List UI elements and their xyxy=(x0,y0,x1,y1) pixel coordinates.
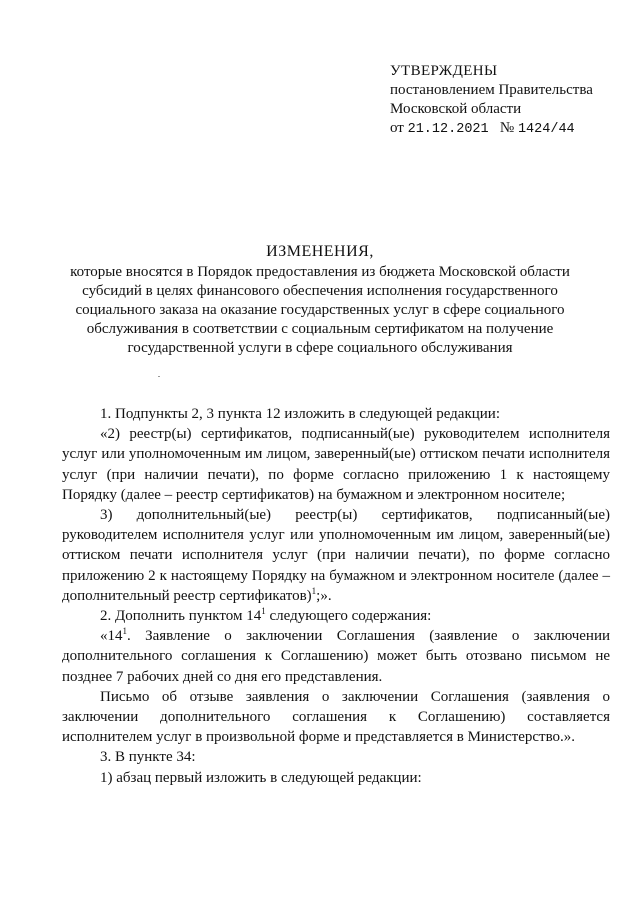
approval-date-line xyxy=(390,119,593,139)
document-body xyxy=(62,404,610,788)
p14-text: . Заявление о заключении Соглашения (заявление о заключении дополнительного соглашения к Соглашению) может быть отозвано письмом не позднее 7 рабочих дней со дня его представления. xyxy=(62,628,610,685)
paragraph-14-1 xyxy=(62,626,610,687)
approval-line-1: постановлением Правительства xyxy=(390,82,593,98)
number-prefix: № xyxy=(499,120,515,136)
item-3: 3. В пункте 34: xyxy=(100,749,196,766)
subitem-2: «2) реестр(ы) сертификатов, подписанный(ые) руководителем исполнителя услуг или уполномоченным им лицом, заверенный(ые) оттиском печати исполнителя услуг (при наличии печати), по форме согласно приложению 1 к настоящему Порядку (далее – реестр сертификатов) на бумажном и электронном носителе; xyxy=(62,426,610,503)
footnote-mark: 1 xyxy=(311,585,317,596)
scan-speck xyxy=(158,376,160,377)
subitem-3-end: ;». xyxy=(316,587,332,604)
item-2-text: 2. Дополнить пунктом 14 xyxy=(100,608,262,625)
approval-line-2: Московской области xyxy=(390,101,522,117)
item-3-sub-1: 1) абзац первый изложить в следующей редакции: xyxy=(100,769,422,786)
item-2-rest: следующего содержания: xyxy=(265,608,432,625)
document-title xyxy=(60,242,580,358)
p14-sup: 1 xyxy=(122,626,127,637)
subitem-3-text: 3) дополнительный(ые) реестр(ы) сертификатов, подписанный(ые) руководителем исполнителя услуг или уполномоченным им лицом, заверенный(ые) оттиском печати исполнителя услуг (при наличии печати), по форме согласно приложению 2 к настоящему Порядку на бумажном и электронном носителе (далее – дополнительный реестр сертификатов) xyxy=(62,507,610,604)
date-prefix: от xyxy=(390,120,404,136)
p14-num: «14 xyxy=(100,628,123,645)
approval-heading: УТВЕРЖДЕНЫ xyxy=(390,63,498,79)
item-2-sup: 1 xyxy=(261,606,266,617)
approval-date: 21.12.2021 xyxy=(407,122,489,137)
title-subtitle: которые вносятся в Порядок предоставления из бюджета Московской области субсидий в целях финансового обеспечения исполнения государственного социального заказа на оказание государственных услуг в сфере социального обслуживания в соответствии с социальным сертификатом на получение государственной услуги в сфере социального обслуживания xyxy=(70,264,570,356)
title-heading: ИЗМЕНЕНИЯ, xyxy=(266,243,374,260)
approval-number: 1424/44 xyxy=(517,122,575,137)
paragraph-withdrawal-letter: Письмо об отзыве заявления о заключении Соглашения (заявления о заключении дополнительного соглашения к Соглашению) составляется исполнителем услуг в произвольной форме и представляется в Министерство.». xyxy=(62,688,610,746)
approval-block xyxy=(390,62,593,139)
subitem-3 xyxy=(62,505,610,606)
item-1: 1. Подпункты 2, 3 пункта 12 изложить в следующей редакции: xyxy=(100,406,500,422)
item-2 xyxy=(62,606,610,626)
